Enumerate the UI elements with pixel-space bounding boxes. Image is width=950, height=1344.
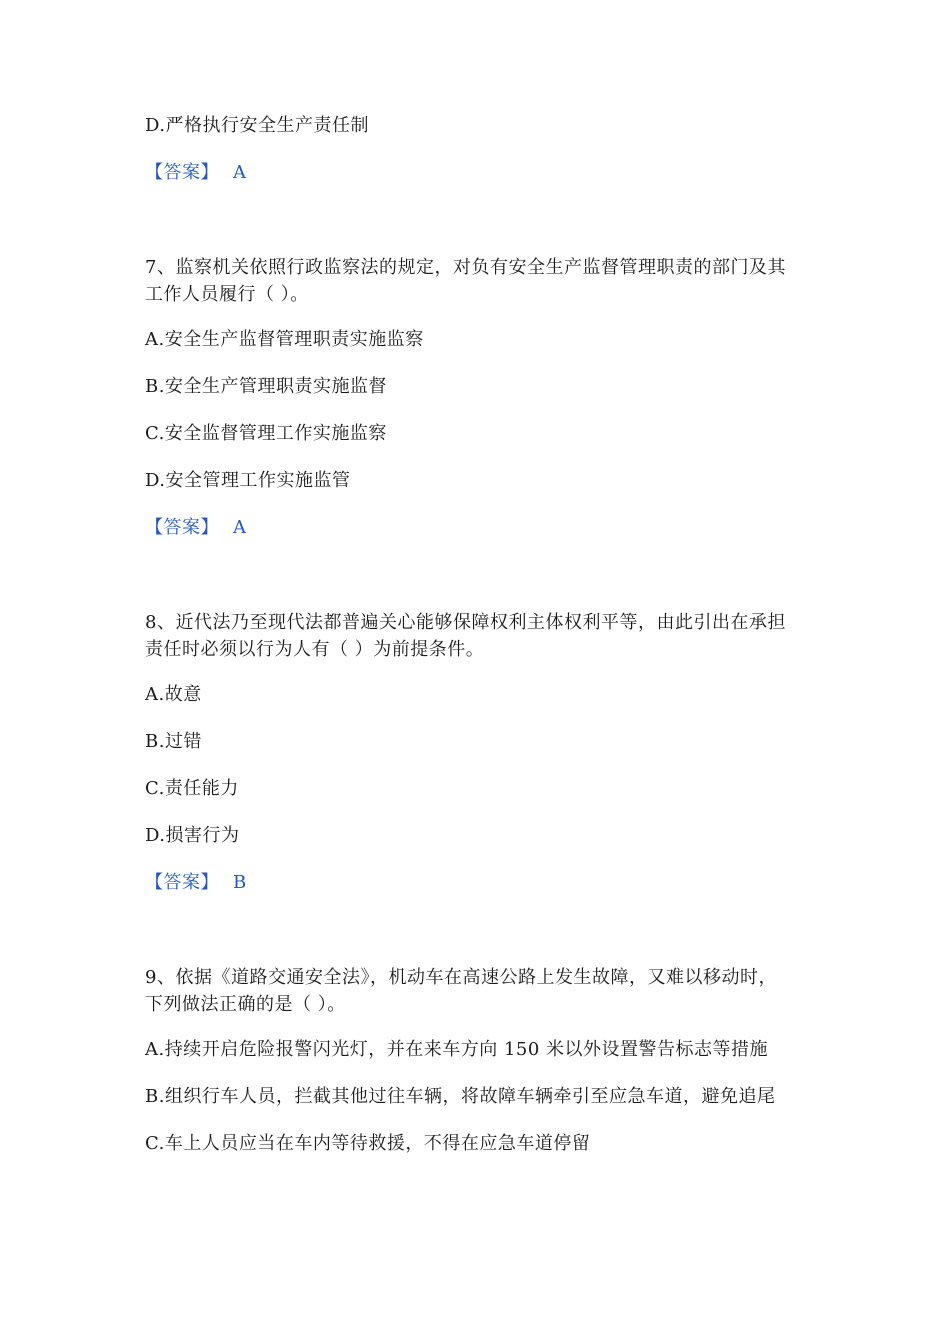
- q9-stem-line1: 9、依据《道路交通安全法》，机动车在高速公路上发生故障，又难以移动时，: [145, 967, 777, 988]
- q8-answer: [145, 871, 247, 895]
- q9-stem-line2: 下列做法正确的是（ ）。: [145, 994, 346, 1015]
- q8-stem-line2: 责任时必须以行为人有（ ）为前提条件。: [145, 639, 485, 660]
- answer-value: A: [233, 162, 247, 183]
- q9-option-b: B.组织行车人员，拦截其他过往车辆，将故障车辆牵引至应急车道，避免追尾: [145, 1086, 776, 1107]
- q9-option-c: C.车上人员应当在车内等待救援，不得在应急车道停留: [145, 1133, 591, 1154]
- q8-option-b: B.过错: [145, 731, 202, 752]
- q8-option-d: D.损害行为: [145, 825, 240, 846]
- q8-option-a: A.故意: [145, 684, 202, 705]
- q8-stem-line1: 8、近代法乃至现代法都普遍关心能够保障权利主体权利平等，由此引出在承担: [145, 612, 786, 633]
- answer-value: B: [233, 872, 247, 893]
- q7-option-b: B.安全生产管理职责实施监督: [145, 376, 387, 397]
- q7-option-d: D.安全管理工作实施监管: [145, 470, 351, 491]
- q6-option-d: D.严格执行安全生产责任制: [145, 115, 370, 136]
- answer-tag: 【答案】: [145, 872, 219, 893]
- q7-answer: [145, 516, 247, 540]
- q6-answer: [145, 161, 247, 185]
- q7-stem-line2: 工作人员履行（ ）。: [145, 284, 309, 305]
- q7-option-c: C.安全监督管理工作实施监察: [145, 423, 387, 444]
- q8-option-c: C.责任能力: [145, 778, 239, 799]
- answer-tag: 【答案】: [145, 517, 219, 538]
- answer-value: A: [233, 517, 247, 538]
- q7-stem-line1: 7、监察机关依照行政监察法的规定，对负有安全生产监督管理职责的部门及其: [145, 257, 786, 278]
- q7-option-a: A.安全生产监督管理职责实施监察: [145, 329, 424, 350]
- q9-option-a: A.持续开启危险报警闪光灯，并在来车方向 150 米以外设置警告标志等措施: [145, 1039, 769, 1060]
- answer-tag: 【答案】: [145, 162, 219, 183]
